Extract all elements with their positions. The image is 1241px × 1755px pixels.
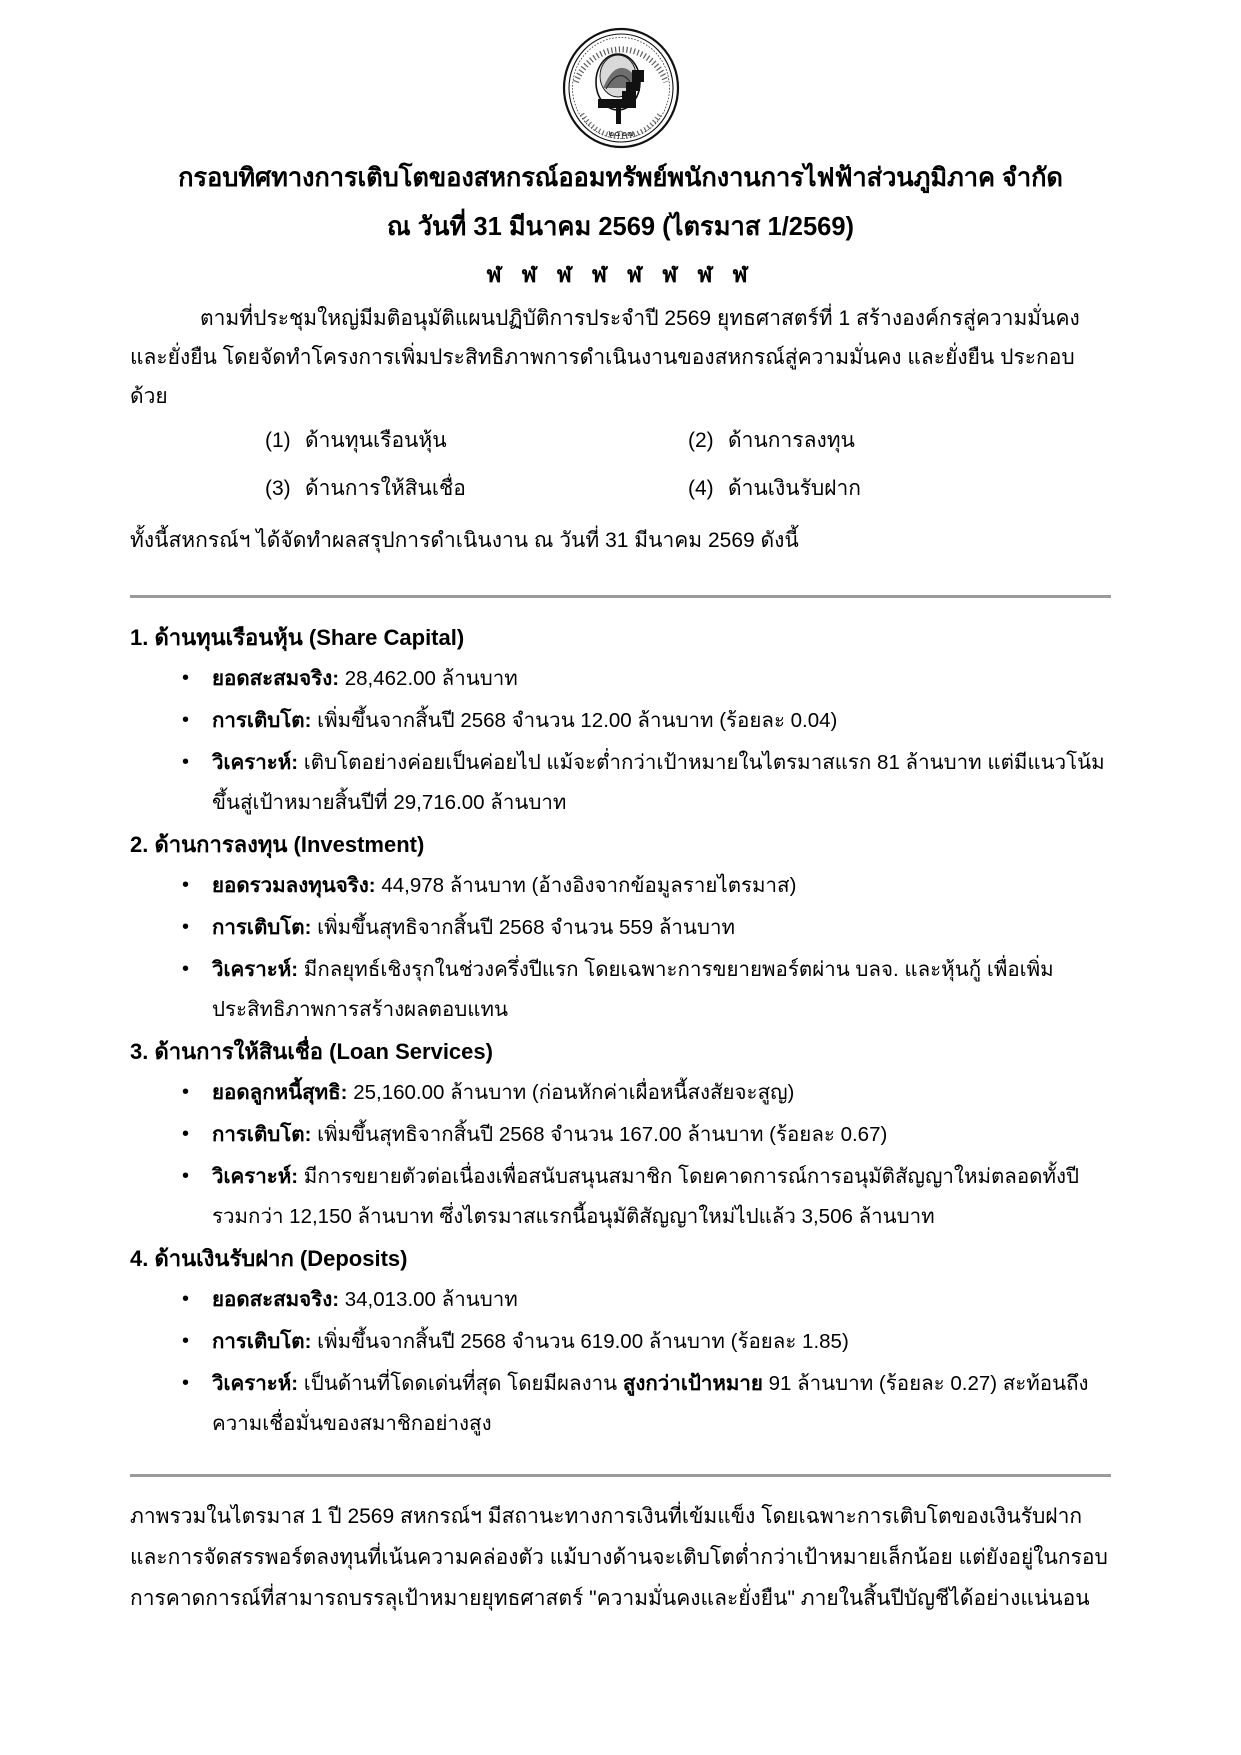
- bullet-label: วิเคราะห์:: [212, 957, 299, 981]
- intro-paragraph: [130, 300, 1111, 417]
- section-heading: 2. ด้านการลงทุน (Investment): [130, 831, 425, 857]
- bullet-label: ยอดรวมลงทุนจริง:: [212, 873, 376, 897]
- bullet-text: เป็นด้านที่โดดเด่นที่สุด โดยมีผลงาน: [298, 1371, 623, 1395]
- pillar-number: (1): [265, 429, 291, 453]
- organization-logo: [130, 26, 1111, 150]
- bullet-list: [130, 1280, 1111, 1444]
- bullet-label: การเติบโต:: [212, 915, 312, 939]
- section-deposits: [130, 1241, 1111, 1444]
- bullet-label: ยอดลูกหนี้สุทธิ:: [212, 1080, 348, 1104]
- bullet-label: ยอดสะสมจริง:: [212, 1287, 340, 1311]
- bullet-text: เติบโตอย่างค่อยเป็นค่อยไป แม้จะต่ำกว่าเป้าหมายในไตรมาสแรก 81 ล้านบาท แต่มีแนวโน้มขึ้นสู่เป้าหมายสิ้นปีที่ 29,716.00 ล้านบาท: [212, 750, 1105, 814]
- bullet-list: [130, 659, 1111, 823]
- bullet-list: [130, 866, 1111, 1030]
- bullet-label: วิเคราะห์:: [212, 1371, 299, 1395]
- bullet-label: การเติบโต:: [212, 708, 312, 732]
- pillar-label: ด้านการลงทุน: [728, 429, 855, 453]
- bullet-label: ยอดสะสมจริง:: [212, 666, 340, 690]
- list-item: [176, 950, 1111, 1030]
- section-loan-services: [130, 1034, 1111, 1237]
- svg-text:๒๕๒๗: ๒๕๒๗: [607, 128, 634, 138]
- list-item: [688, 424, 1111, 458]
- bullet-text: เพิ่มขึ้นจากสิ้นปี 2568 จำนวน 619.00 ล้านบาท (ร้อยละ 1.85): [311, 1329, 849, 1353]
- section-heading: 4. ด้านเงินรับฝาก (Deposits): [130, 1245, 408, 1271]
- summary-paragraph: ภาพรวมในไตรมาส 1 ปี 2569 สหกรณ์ฯ มีสถานะทางการเงินที่เข้มแข็ง โดยเฉพาะการเติบโตของเงินรับฝากและการจัดสรรพอร์ตลงทุนที่เน้นความคล่องตัว แม้บางด้านจะเติบโตต่ำกว่าเป้าหมายเล็กน้อย แต่ยังอยู่ในกรอบการคาดการณ์ที่สามารถบรรลุเป้าหมายยุทธศาสตร์ "ความมั่นคงและยั่งยืน" ภายในสิ้นปีบัญชีได้อย่างแน่นอน: [130, 1504, 1108, 1610]
- bullet-label: การเติบโต:: [212, 1329, 312, 1353]
- list-item: [176, 1073, 1111, 1113]
- page-title: กรอบทิศทางการเติบโตของสหกรณ์ออมทรัพย์พนักงานการไฟฟ้าส่วนภูมิภาค จำกัด: [178, 164, 1063, 192]
- bullet-text: 28,462.00 ล้านบาท: [339, 666, 518, 690]
- list-item: [176, 866, 1111, 906]
- pillar-label: ด้านการให้สินเชื่อ: [305, 477, 466, 501]
- pillar-number: (4): [688, 477, 714, 501]
- bullet-text: มีกลยุทธ์เชิงรุกในช่วงครึ่งปีแรก โดยเฉพาะการขยายพอร์ตผ่าน บลจ. และหุ้นกู้ เพื่อเพิ่มประสิทธิภาพการสร้างผลตอบแทน: [212, 957, 1054, 1021]
- intro-text: ตามที่ประชุมใหญ่มีมติอนุมัติแผนปฏิบัติการประจำปี 2569 ยุทธศาสตร์ที่ 1 สร้างองค์กรสู่ความมั่นคง และยั่งยืน โดยจัดทำโครงการเพิ่มประสิทธิภาพการดำเนินงานของสหกรณ์สู่ความมั่นคง และยั่งยืน ประกอบด้วย: [130, 306, 1080, 408]
- bullet-emphasis: สูงกว่าเป้าหมาย: [622, 1371, 763, 1395]
- cooperative-seal-icon: [560, 26, 682, 150]
- pillar-number: (3): [265, 477, 291, 501]
- list-item: [176, 1364, 1111, 1444]
- list-item: [176, 701, 1111, 741]
- pillar-list: [130, 424, 1111, 505]
- section-divider-bottom: [130, 1474, 1111, 1477]
- bullet-text: 25,160.00 ล้านบาท (ก่อนหักค่าเผื่อหนี้สงสัยจะสูญ): [347, 1080, 795, 1104]
- pillar-number: (2): [688, 429, 714, 453]
- list-item: [176, 743, 1111, 823]
- list-item: [265, 424, 688, 458]
- list-item: [176, 1322, 1111, 1362]
- bullet-text: 44,978 ล้านบาท (อ้างอิงจากข้อมูลรายไตรมาส): [375, 873, 797, 897]
- page-subtitle: ณ วันที่ 31 มีนาคม 2569 (ไตรมาส 1/2569): [387, 212, 854, 241]
- pillar-label: ด้านเงินรับฝาก: [728, 477, 861, 501]
- list-item: [176, 659, 1111, 699]
- bullet-label: วิเคราะห์:: [212, 1164, 299, 1188]
- bullet-text: 34,013.00 ล้านบาท: [339, 1287, 518, 1311]
- pillar-label: ด้านทุนเรือนหุ้น: [305, 429, 447, 453]
- bullet-text: เพิ่มขึ้นสุทธิจากสิ้นปี 2568 จำนวน 167.00 ล้านบาท (ร้อยละ 0.67): [311, 1122, 888, 1146]
- bullet-text-after: 91 ล้านบาท (ร้อยละ 0.27) สะท้อนถึงความเชื่อมั่นของสมาชิกอย่างสูง: [212, 1371, 1089, 1435]
- bullet-text: เพิ่มขึ้นสุทธิจากสิ้นปี 2568 จำนวน 559 ล้านบาท: [311, 915, 735, 939]
- section-heading: 1. ด้านทุนเรือนหุ้น (Share Capital): [130, 624, 465, 650]
- section-share-capital: [130, 620, 1111, 823]
- bullet-list: [130, 1073, 1111, 1237]
- list-item: [176, 1115, 1111, 1155]
- closing-text: ทั้งนี้สหกรณ์ฯ ได้จัดทำผลสรุปการดำเนินงาน ณ วันที่ 31 มีนาคม 2569 ดังนี้: [130, 528, 799, 552]
- list-item: [176, 1157, 1111, 1237]
- intro-closing-line: [130, 522, 1111, 561]
- ornament-divider: ฬ ฬ ฬ ฬ ฬ ฬ ฬ ฬ: [486, 261, 755, 287]
- bullet-label: การเติบโต:: [212, 1122, 312, 1146]
- section-investment: [130, 827, 1111, 1030]
- list-item: [688, 472, 1111, 506]
- section-heading: 3. ด้านการให้สินเชื่อ (Loan Services): [130, 1038, 493, 1064]
- bullet-text: เพิ่มขึ้นจากสิ้นปี 2568 จำนวน 12.00 ล้านบาท (ร้อยละ 0.04): [311, 708, 838, 732]
- bullet-label: วิเคราะห์:: [212, 750, 299, 774]
- list-item: [265, 472, 688, 506]
- bullet-text: มีการขยายตัวต่อเนื่องเพื่อสนับสนุนสมาชิก โดยคาดการณ์การอนุมัติสัญญาใหม่ตลอดทั้งปีรวมกว่า 12,150 ล้านบาท ซึ่งไตรมาสแรกนี้อนุมัติสัญญาใหม่ไปแล้ว 3,506 ล้านบาท: [212, 1164, 1080, 1228]
- section-divider-top: [130, 595, 1111, 598]
- list-item: [176, 908, 1111, 948]
- list-item: [176, 1280, 1111, 1320]
